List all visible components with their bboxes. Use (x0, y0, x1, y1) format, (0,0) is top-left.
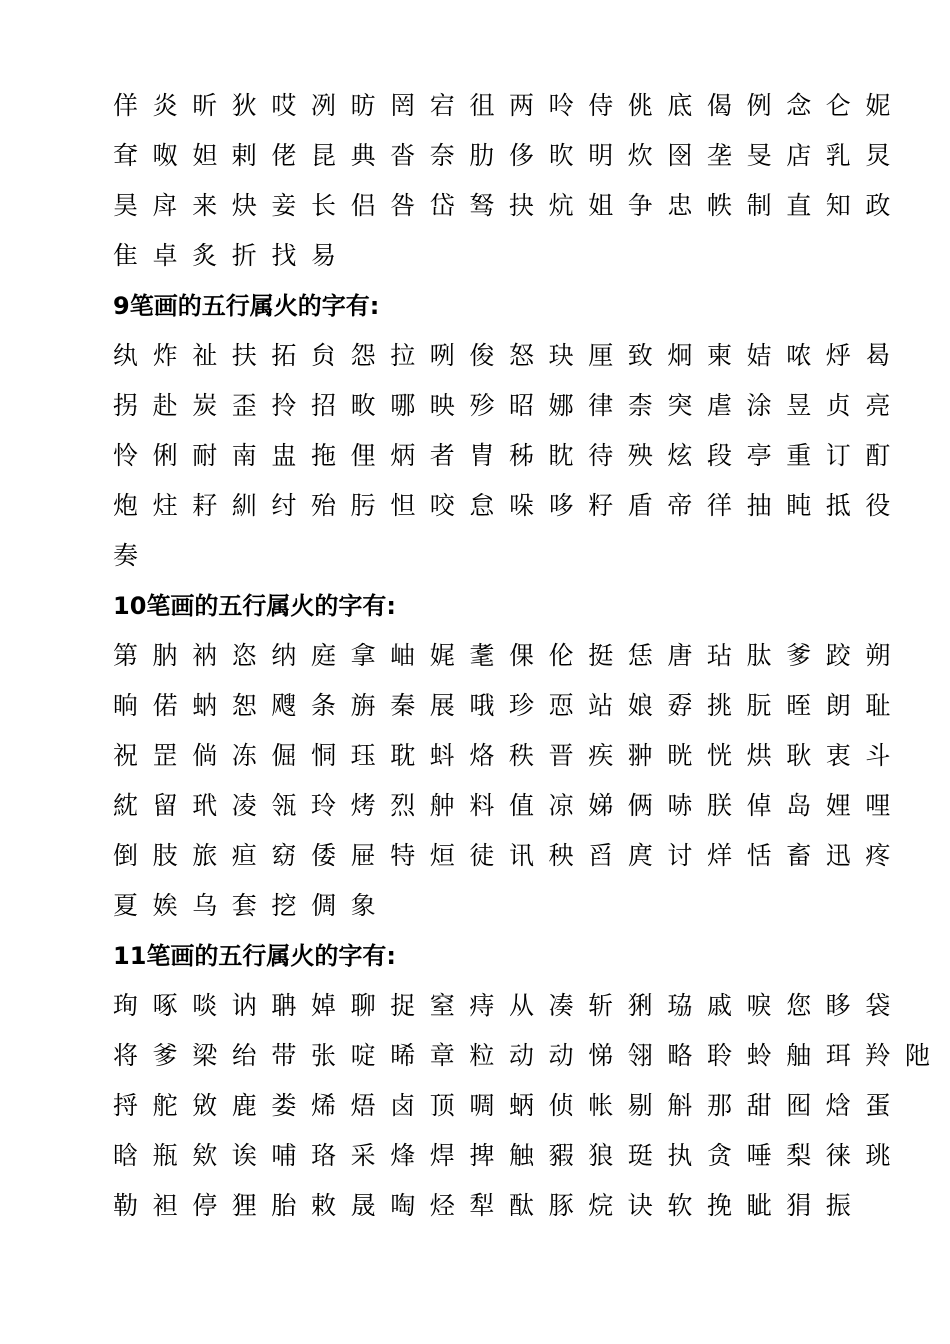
char-line: 隹卓炙折找易 (113, 241, 351, 270)
section-heading-10: 10笔画的五行属火的字有: (113, 592, 396, 620)
section-heading-11: 11笔画的五行属火的字有: (113, 942, 396, 970)
char-line: 将爹梁绐带张啶晞章粒动动悌翎略聆蛉舳珥羚阤 (113, 1041, 945, 1070)
char-line: 晌偌蚋恕飕条旃秦展哦珍恧站娘孬挑朊晊朗耻 (113, 691, 906, 720)
char-line: 纨炸祉扶拓贠怨拉咧俊怒玦厘致炯柬姞哝烀曷 (113, 341, 906, 370)
char-line: 祝罡倘冻倔恫珏耽蚪烙秩晋疾翀晄恍烘耿衷斗 (113, 741, 906, 770)
char-line: 昊戽来炔妾长侣咎岱驽抉炕姐争忠帙制直知政 (113, 191, 906, 220)
char-line: 佯炎昕狄哎冽昉罔宕徂两呤侍佻底偈例念仑妮 (113, 91, 906, 120)
char-line: 紞留玳凌瓴玲烤烈舯料值凉娣俩哧朕倬岛娌哩 (113, 791, 906, 820)
char-line: 捋舵敓鹿娄烯焐卤顶啁蛃侦帐剔斛那甜囮焓蛋 (113, 1091, 906, 1120)
section-heading-9: 9笔画的五行属火的字有: (113, 292, 380, 320)
char-line: 炮炷耔紃纣殆肟怛咬怠哚哆籽盾帝徉抽盹抵役 (113, 491, 906, 520)
char-line: 珣啄啖讷聃婥聊捉窒痔从凑斩猁珕戚唳您眵袋 (113, 991, 906, 1020)
char-line: 夏娭乌套挖倜象 (113, 891, 391, 920)
char-line: 倒肢旅疸窈倭屉特烜徒讯秧舀庹讨烊恬畜迅疼 (113, 841, 906, 870)
char-line: 第肭衲恣纳庭拿岫娓耄倮伦挺恁唐玷肽爹跤朔 (113, 641, 906, 670)
char-line: 晗瓶欸诶哺珞采烽焊捭触豭狼珽执贪唾梨徕珧 (113, 1141, 906, 1170)
char-line: 怜俐耐南盅拖俚炳者胄秭眈待殃炫段亭重订酊 (113, 441, 906, 470)
char-line: 奏 (113, 541, 153, 570)
char-line: 耷呶妲剌佬昆典沓奈肋侈欥明炊囹垄旻店乳炅 (113, 141, 906, 170)
char-line: 勒袒停狸胎敕晟啕烃犁酞豚烷诀软挽眦狷振 (113, 1191, 866, 1220)
char-line: 拐赴炭歪拎招畋哪映殄昭娜律柰突虐涂昱贞亮 (113, 391, 906, 420)
